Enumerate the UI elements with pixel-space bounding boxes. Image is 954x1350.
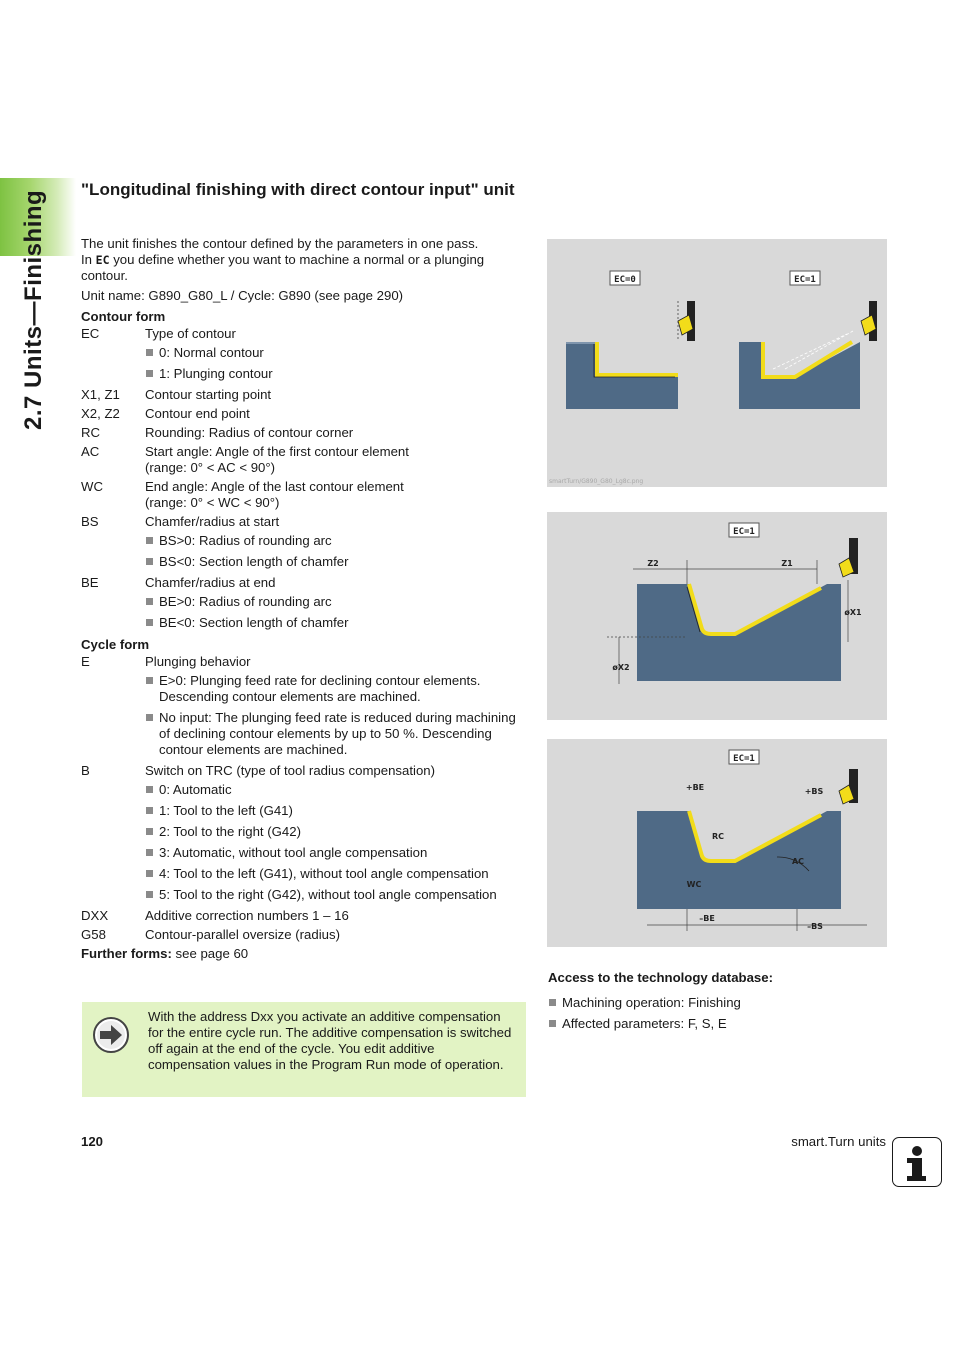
bullet-square-icon [146,558,153,565]
tool-icon [839,538,858,577]
list-item: 3: Automatic, without tool angle compensation [145,845,526,861]
tag-ec0: EC=0 [614,275,636,285]
label-rc: RC [711,832,725,841]
label-minus-be: –BE [699,914,715,923]
label-z2: Z2 [647,559,659,568]
bullet-square-icon [146,677,153,684]
note-box [82,1002,526,1097]
unit-name: Unit name: G890_G80_L / Cycle: G890 (see page 290) [81,288,404,303]
bullet-square-icon [549,999,556,1006]
parameter-column [81,236,526,965]
label-minus-bs: –BS [807,922,823,931]
tag-ec1: EC=1 [733,527,755,537]
info-icon [892,1137,942,1187]
contour-form-heading: Contour form [81,309,166,324]
bullet-square-icon [146,370,153,377]
list-item: 1: Tool to the left (G41) [145,803,526,819]
further-forms: Further forms: see page 60 [81,946,249,961]
param-row-wc: WC End angle: Angle of the last contour element (range: 0° < WC < 90°) [81,479,404,510]
label-x2: øX2 [612,663,630,672]
workpiece-contour [637,584,841,681]
intro-line-1: The unit finishes the contour defined by the parameters in one pass. [81,236,479,251]
list-item: E>0: Plunging feed rate for declining contour elements. Descending contour elements are machined. [145,673,526,705]
param-row-e: E Plunging behavior [81,654,251,669]
bullet-square-icon [146,828,153,835]
arrow-right-icon [92,1016,130,1054]
technology-heading: Access to the technology database: [548,970,773,985]
page-number: 120 [81,1134,104,1149]
figure-contour-angles [547,739,887,947]
bullet-square-icon [146,537,153,544]
section-heading: "Longitudinal finishing with direct contour input" unit [81,180,515,199]
figure-ec-modes [547,239,887,487]
param-row-g58: G58 Contour-parallel oversize (radius) [81,927,340,942]
list-item: 1: Plunging contour [145,366,526,382]
list-item: Machining operation: Finishing [548,995,888,1011]
list-item: 0: Automatic [145,782,526,798]
bullet-square-icon [146,619,153,626]
footer-section-title: smart.Turn units [791,1134,886,1149]
param-row-dxx: DXX Additive correction numbers 1 – 16 [81,908,349,923]
technology-database-section [548,970,888,1037]
bullet-square-icon [146,786,153,793]
bullet-square-icon [146,598,153,605]
param-row-bs: BS Chamfer/radius at start [81,514,280,529]
label-z1: Z1 [781,559,793,568]
figure-caption: smartTurn/G890_G80_Lg8c.png [549,478,644,485]
list-item: BS<0: Section length of chamfer [145,554,526,570]
label-plus-be: +BE [685,783,705,792]
label-x1: øX1 [844,608,862,617]
bullet-square-icon [146,849,153,856]
bullet-square-icon [146,870,153,877]
list-item: 5: Tool to the right (G42), without tool angle compensation [145,887,526,903]
list-item: BE<0: Section length of chamfer [145,615,526,631]
tool-icon [861,301,877,341]
list-item: No input: The plunging feed rate is reduced during machining of declining contour elements by up to 50 %. Descending contour elements are machined. [145,710,526,758]
workpiece-normal [566,299,678,409]
param-row-be: BE Chamfer/radius at end [81,575,276,590]
param-row-x2z2: X2, Z2 Contour end point [81,406,250,421]
label-ac: AC [791,857,805,866]
bullet-square-icon [146,807,153,814]
list-item: BS>0: Radius of rounding arc [145,533,526,549]
bullet-square-icon [146,714,153,721]
cycle-form-heading: Cycle form [81,637,150,652]
label-plus-bs: +BS [804,787,824,796]
tool-icon [678,301,695,341]
chapter-title-vertical: 2.7 Units—Finishing [20,189,47,430]
tool-icon [839,769,858,804]
label-wc: WC [686,880,702,889]
param-row-x1z1: X1, Z1 Contour starting point [81,387,272,402]
list-item: 4: Tool to the left (G41), without tool angle compensation [145,866,526,882]
param-row-ac: AC Start angle: Angle of the first contour element (range: 0° < AC < 90°) [81,444,409,475]
param-row-b: B Switch on TRC (type of tool radius compensation) [81,763,436,778]
list-item: 2: Tool to the right (G42) [145,824,526,840]
param-row-rc: RC Rounding: Radius of contour corner [81,425,354,440]
param-row-ec: EC Type of contour [81,326,236,341]
bullet-square-icon [146,891,153,898]
tag-ec1: EC=1 [733,754,755,764]
figure-contour-points [547,512,887,720]
list-item: 0: Normal contour [145,345,526,361]
bullet-square-icon [146,349,153,356]
list-item: BE>0: Radius of rounding arc [145,594,526,610]
bullet-square-icon [549,1020,556,1027]
workpiece-plunging [739,331,860,409]
list-item: Affected parameters: F, S, E [548,1016,888,1032]
workpiece-contour [637,811,841,909]
note-text: With the address Dxx you activate an additive compensation for the entire cycle run. The additive compensation is switched off again at the end of the cycle. You edit additive compensation values in the Program Run mode of operation. [148,1009,512,1072]
tag-ec1: EC=1 [794,275,816,285]
ec-code: EC [95,253,110,267]
intro-line-2: In EC you define whether you want to machine a normal or a plunging contour. [81,252,485,283]
